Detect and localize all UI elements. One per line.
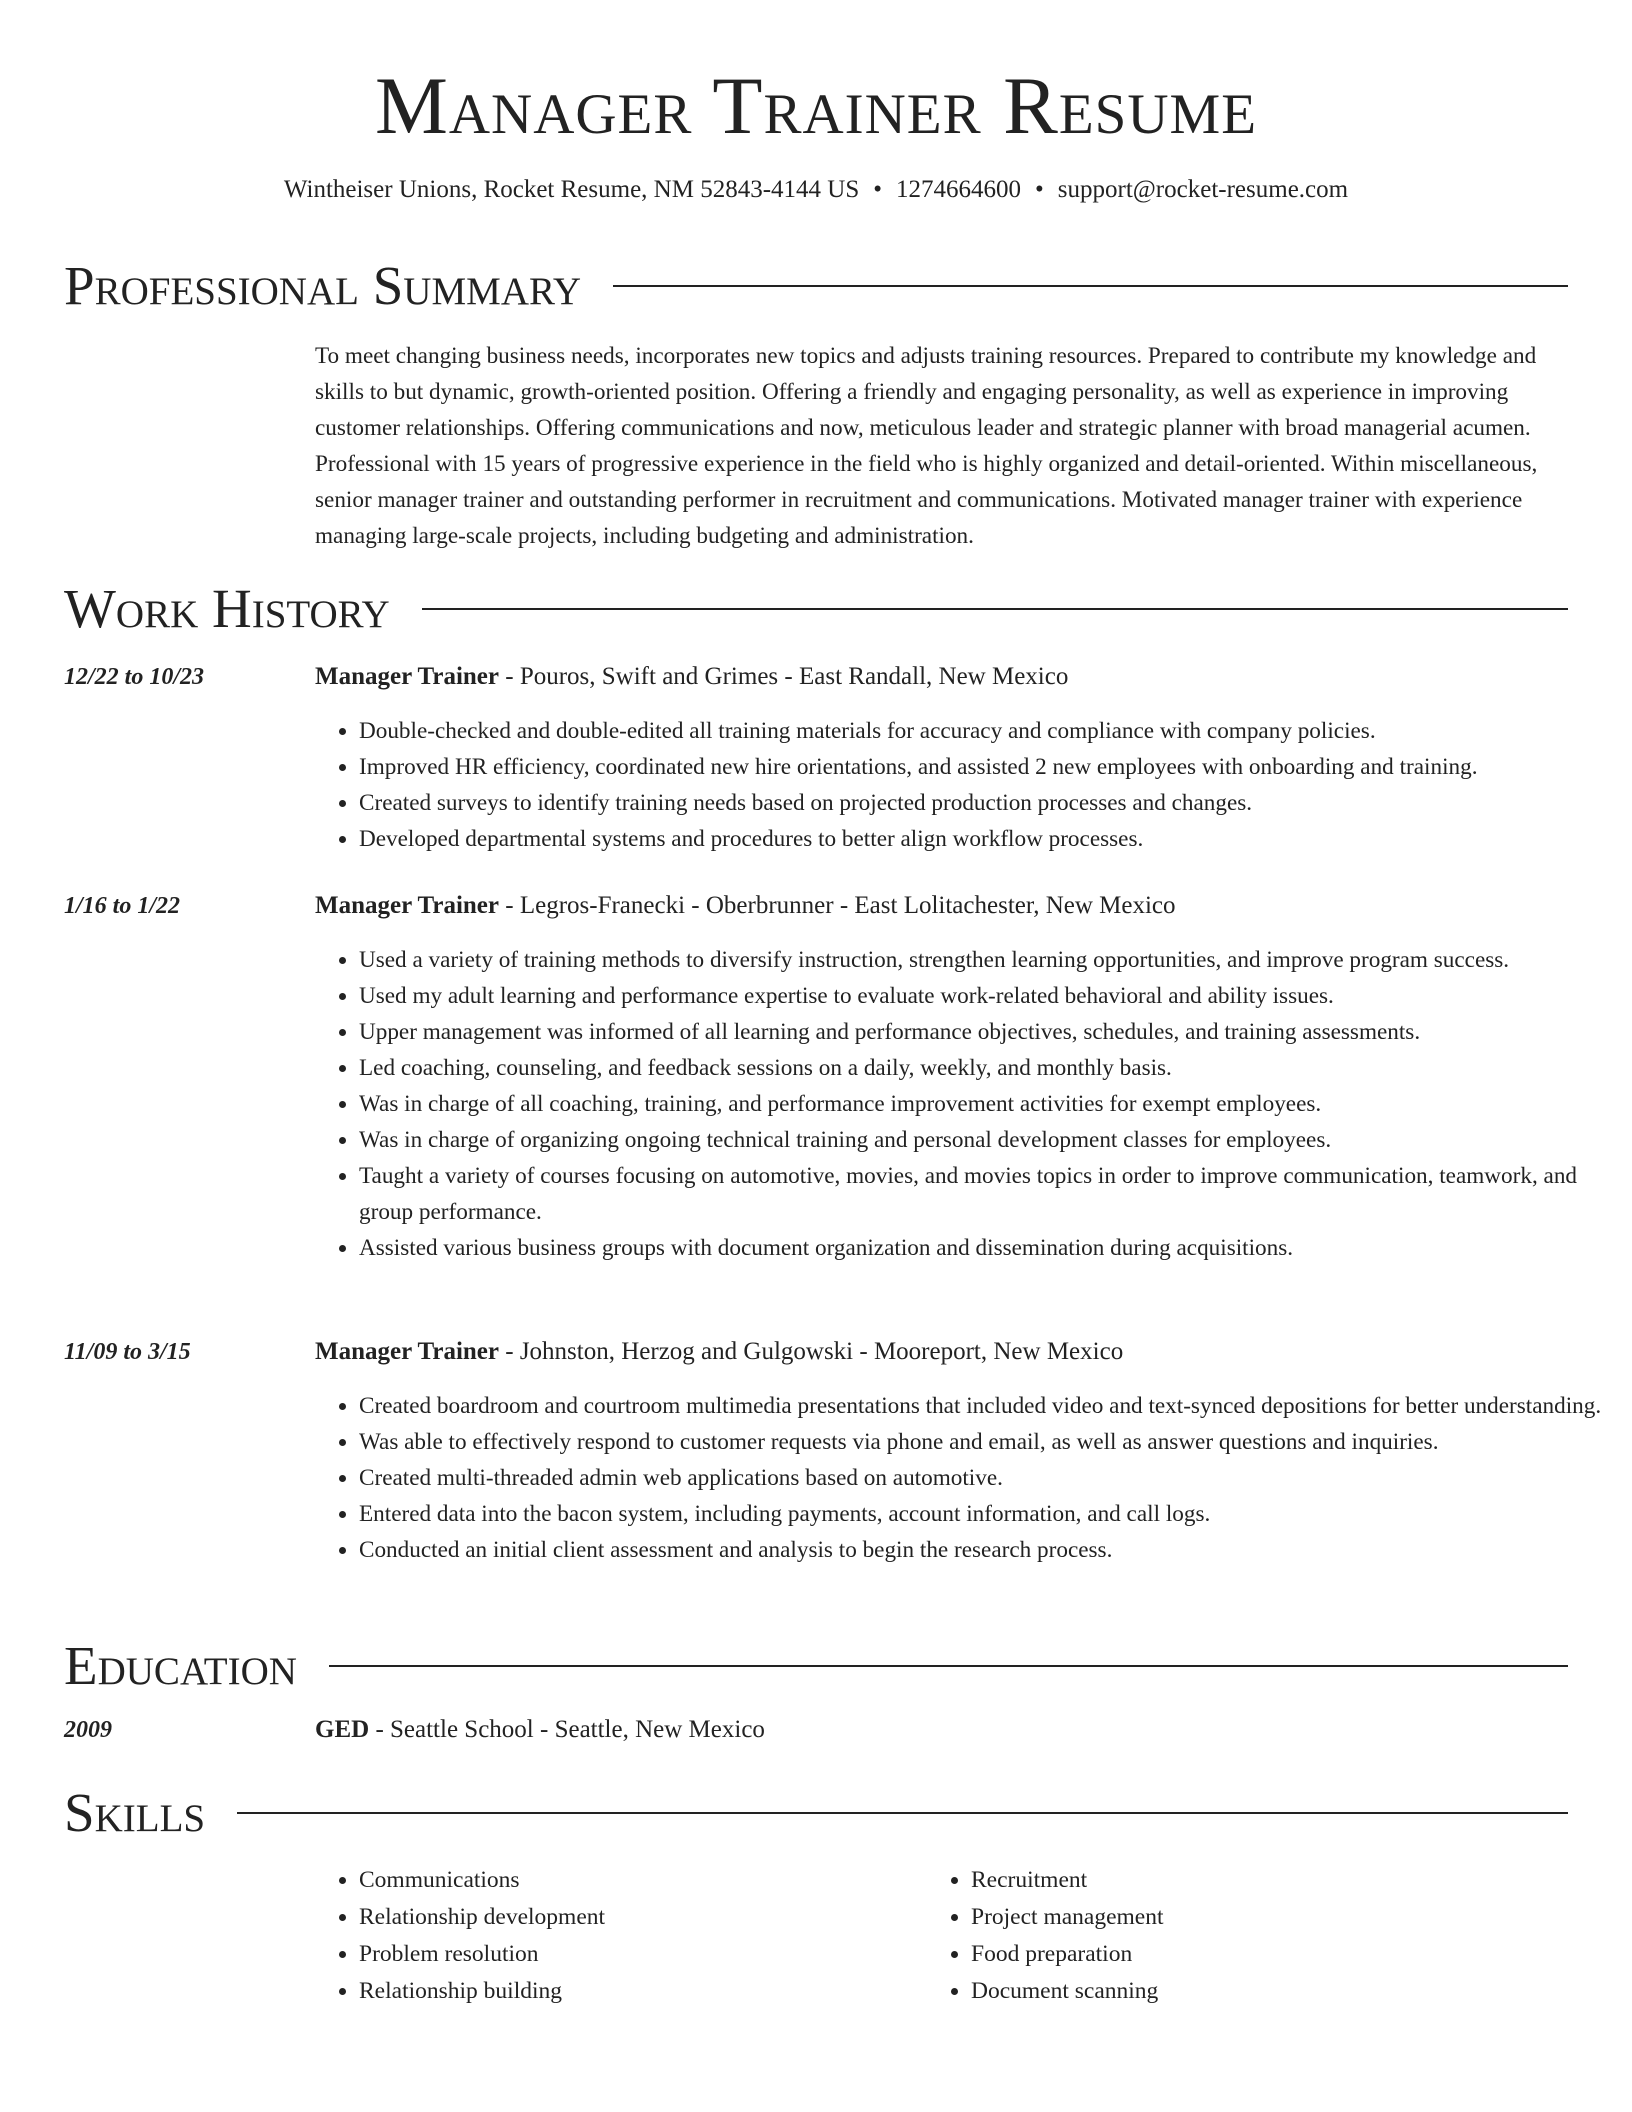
- skills-column-left: [315, 1862, 919, 2010]
- job-dates: 11/09 to 3/15: [64, 1339, 191, 1365]
- job-title: Manager Trainer: [315, 1338, 499, 1365]
- resume-title: Manager Trainer Resume: [374, 60, 1258, 151]
- address: Wintheiser Unions, Rocket Resume, NM 52843-4144 US: [283, 176, 860, 203]
- school-details: - Seattle School - Seattle, New Mexico: [369, 1716, 765, 1743]
- job-employer: - Legros-Franecki - Oberbrunner - East Lolitachester, New Mexico: [499, 892, 1176, 919]
- skill-item: • Problem resolution: [359, 1936, 919, 1973]
- job-bullet: • Developed departmental systems and procedures to better align workflow processes.: [359, 821, 1609, 857]
- job-bullet: • Conducted an initial client assessment and analysis to begin the research process.: [359, 1532, 1609, 1568]
- job-heading: [315, 1335, 1123, 1369]
- job-bullet: • Used my adult learning and performance expertise to evaluate work-related behavioral and ability issues.: [359, 978, 1609, 1014]
- section-divider: [329, 1665, 1568, 1667]
- job-dates: 1/16 to 1/22: [64, 893, 181, 919]
- section-heading-summary: [64, 254, 1568, 318]
- job-bullet: • Entered data into the bacon system, including payments, account information, and call logs.: [359, 1496, 1609, 1532]
- job-bullet: • Taught a variety of courses focusing on automotive, movies, and movies topics in order to improve communication, teamwork, and group performance.: [359, 1158, 1609, 1230]
- email-address[interactable]: support@rocket-resume.com: [1057, 176, 1349, 203]
- section-heading-skills: [64, 1781, 1568, 1845]
- job-dates: 12/22 to 10/23: [64, 664, 205, 690]
- skill-item: • Document scanning: [971, 1973, 1531, 2010]
- section-divider: [613, 285, 1568, 287]
- job-employer: - Pouros, Swift and Grimes - East Randall, New Mexico: [499, 663, 1069, 690]
- education-heading: [315, 1713, 765, 1747]
- section-title: Skills: [64, 1782, 206, 1843]
- job-bullet: • Led coaching, counseling, and feedback sessions on a daily, weekly, and monthly basis.: [359, 1050, 1609, 1086]
- job-bullet: • Was in charge of organizing ongoing technical training and personal development classes for employees.: [359, 1122, 1609, 1158]
- section-title: Education: [64, 1635, 297, 1696]
- section-heading-education: [64, 1634, 1568, 1698]
- job-bullets: [315, 713, 1609, 857]
- job-bullet: • Used a variety of training methods to diversify instruction, strengthen learning opportunities, and improve program success.: [359, 942, 1609, 978]
- phone-number: 1274664600: [896, 176, 1022, 203]
- section-title: Professional Summary: [64, 255, 582, 316]
- job-heading: [315, 889, 1176, 923]
- job-employer: - Johnston, Herzog and Gulgowski - Mooreport, New Mexico: [499, 1338, 1124, 1365]
- degree: GED: [315, 1716, 370, 1743]
- skill-item: • Recruitment: [971, 1862, 1531, 1899]
- job-bullet: • Upper management was informed of all learning and performance objectives, schedules, and training assessments.: [359, 1014, 1609, 1050]
- job-bullet: • Created boardroom and courtroom multimedia presentations that included video and text-synced depositions for better understanding.: [359, 1388, 1609, 1424]
- section-heading-work-history: [64, 577, 1568, 641]
- separator-dot: •: [873, 176, 883, 203]
- contact-line: [0, 175, 1632, 205]
- separator-dot: •: [1035, 176, 1044, 203]
- job-bullet: • Created surveys to identify training needs based on projected production processes and changes.: [359, 785, 1609, 821]
- job-bullet: • Double-checked and double-edited all training materials for accuracy and compliance with company policies.: [359, 713, 1609, 749]
- job-title: Manager Trainer: [315, 663, 499, 690]
- skill-item: • Relationship building: [359, 1973, 919, 2010]
- job-bullet: • Was in charge of all coaching, training, and performance improvement activities for exempt employees.: [359, 1086, 1609, 1122]
- section-divider: [237, 1812, 1568, 1814]
- skill-item: • Project management: [971, 1899, 1531, 1936]
- summary-paragraph: To meet changing business needs, incorporates new topics and adjusts training resources. Prepared to contribute my knowledge and skills to but dynamic, growth-oriented position. Offering a friendly and engaging personality, as well as experience in improving customer relationships. Offering communications and now, meticulous leader and strategic planner with broad managerial acumen. Professional with 15 years of progressive experience in the field who is highly organized and detail-oriented. Within miscellaneous, senior manager trainer and outstanding performer in recruitment and communications. Motivated manager trainer with experience managing large-scale projects, including budgeting and administration.: [315, 343, 1538, 549]
- job-bullet: • Assisted various business groups with document organization and dissemination during acquisitions.: [359, 1230, 1609, 1266]
- job-bullet: • Was able to effectively respond to customer requests via phone and email, as well as answer questions and inquiries.: [359, 1424, 1609, 1460]
- job-bullets: [315, 1388, 1609, 1568]
- skill-item: • Food preparation: [971, 1936, 1531, 1973]
- skill-item: • Communications: [359, 1862, 919, 1899]
- skills-column-right: [927, 1862, 1531, 2010]
- section-title: Work History: [64, 578, 390, 639]
- job-bullet: • Improved HR efficiency, coordinated new hire orientations, and assisted 2 new employees with onboarding and training.: [359, 749, 1609, 785]
- skill-item: • Relationship development: [359, 1899, 919, 1936]
- section-divider: [422, 608, 1568, 610]
- job-bullet: • Created multi-threaded admin web applications based on automotive.: [359, 1460, 1609, 1496]
- education-year: 2009: [64, 1717, 112, 1743]
- job-bullets: [315, 942, 1609, 1266]
- job-title: Manager Trainer: [315, 892, 499, 919]
- job-heading: [315, 660, 1068, 694]
